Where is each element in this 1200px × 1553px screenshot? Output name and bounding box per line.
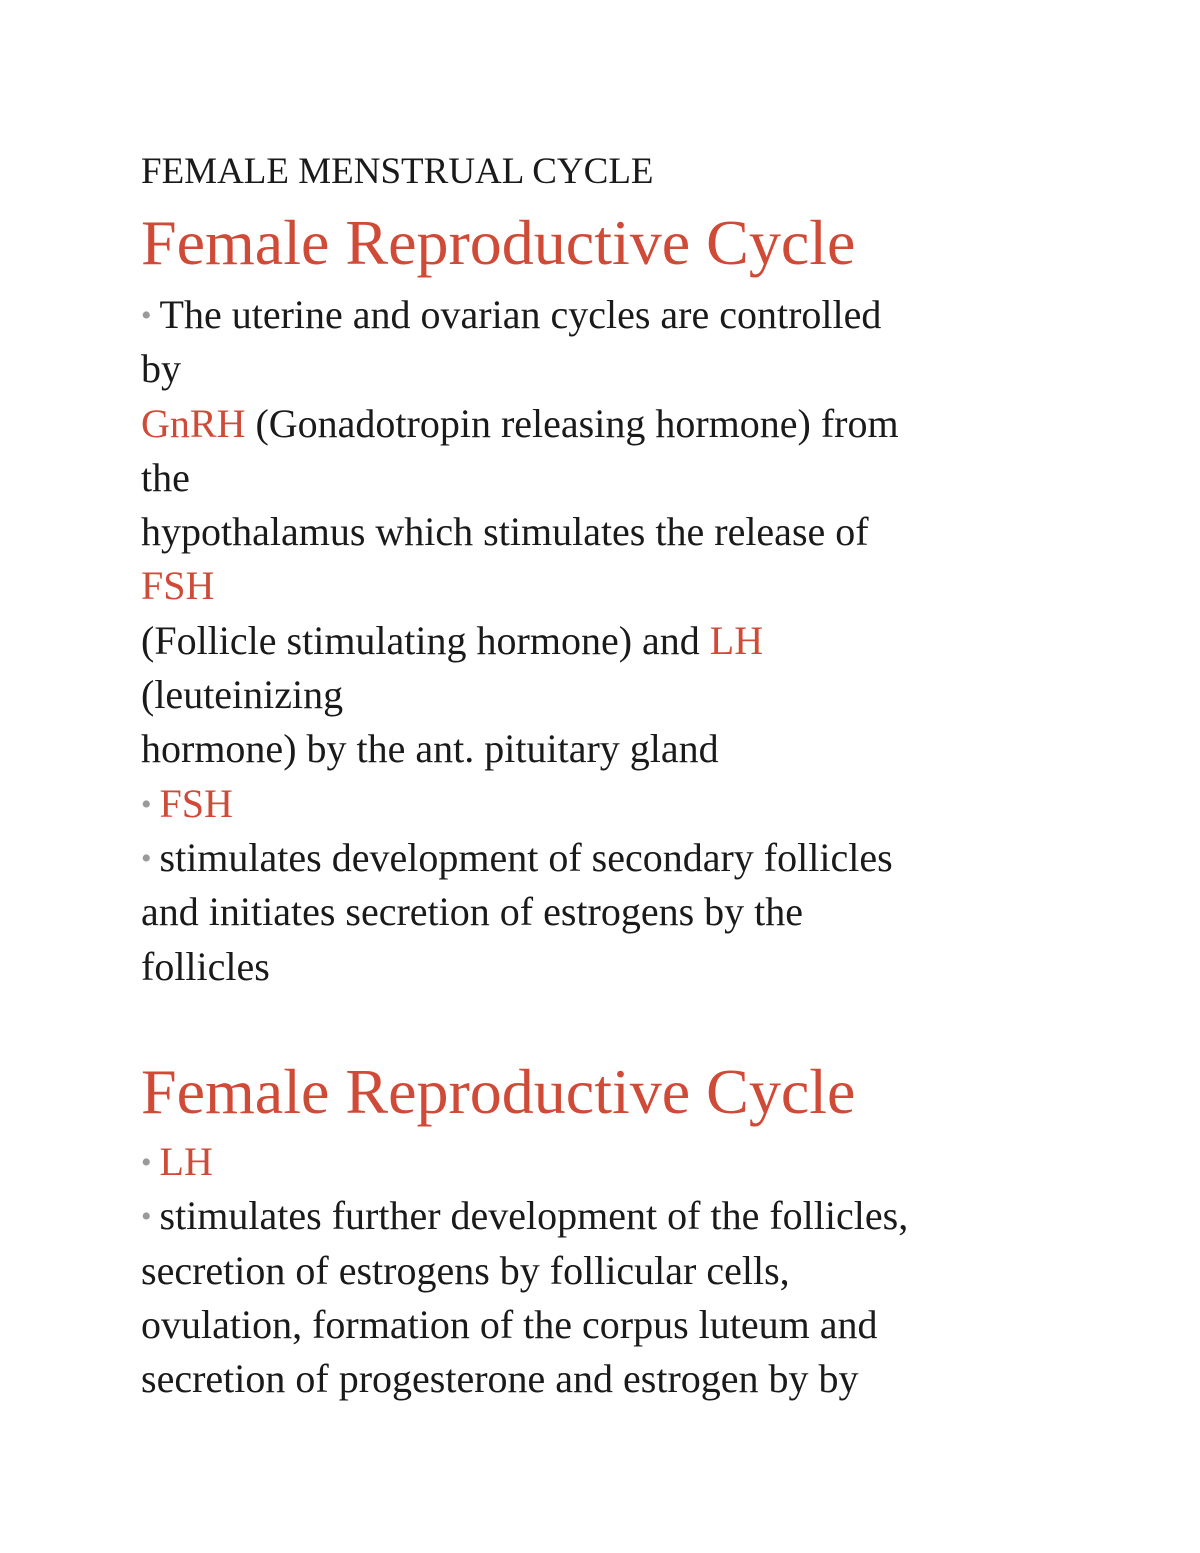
body-line: [141, 342, 1141, 396]
body-line: [141, 1135, 1141, 1189]
line-text: (Follicle stimulating hormone) and: [141, 617, 710, 663]
line-text: by: [141, 346, 181, 392]
bullet-icon: •: [141, 787, 152, 821]
body-line: [141, 777, 1141, 831]
body-line: [141, 668, 1141, 722]
line-text: (Gonadotropin releasing hormone) from: [245, 400, 899, 446]
section-heading: Female Reproductive Cycle: [141, 1056, 856, 1127]
line-text: follicles: [141, 943, 270, 989]
line-text: (leuteinizing: [141, 672, 344, 718]
line-text: and initiates secretion of estrogens by the: [141, 889, 804, 935]
body-line: [141, 1189, 1141, 1243]
section-heading: Female Reproductive Cycle: [141, 207, 856, 278]
term-fsh: FSH: [141, 563, 215, 609]
body-line: [141, 397, 1141, 451]
body-line: [141, 1244, 1141, 1298]
term-fsh: FSH: [159, 780, 233, 826]
line-text: stimulates development of secondary follicles: [159, 834, 893, 880]
line-text: the: [141, 454, 190, 500]
line-text: secretion of progesterone and estrogen by by: [141, 1356, 859, 1402]
line-text: secretion of estrogens by follicular cells,: [141, 1247, 790, 1293]
bullet-icon: •: [141, 841, 152, 875]
bullet-icon: •: [141, 1146, 152, 1179]
body-line: [141, 614, 1141, 668]
term-gnrh: GnRH: [141, 400, 246, 446]
line-text: hypothalamus which stimulates the release of: [141, 509, 869, 555]
body-line: [141, 940, 1141, 994]
term-lh: LH: [159, 1139, 213, 1184]
line-text: The uterine and ovarian cycles are controlled: [159, 292, 882, 337]
bullet-icon: •: [141, 1200, 152, 1234]
body-line: [141, 451, 1141, 505]
line-text: hormone) by the ant. pituitary gland: [141, 726, 719, 772]
section-body: [141, 288, 1141, 994]
body-line: [141, 885, 1141, 939]
body-line: [141, 1352, 1141, 1406]
line-text: ovulation, formation of the corpus luteum and: [141, 1301, 878, 1347]
document-title: FEMALE MENSTRUAL CYCLE: [141, 151, 654, 192]
bullet-icon: •: [141, 299, 152, 332]
body-line: [141, 831, 1141, 885]
term-lh: LH: [709, 617, 764, 663]
section-body: [141, 1135, 1141, 1406]
body-line: [141, 288, 1141, 342]
body-line: [141, 1298, 1141, 1352]
body-line: [141, 559, 1141, 613]
body-line: [141, 722, 1141, 776]
body-line: [141, 505, 1141, 559]
line-text: stimulates further development of the follicles,: [159, 1193, 909, 1239]
